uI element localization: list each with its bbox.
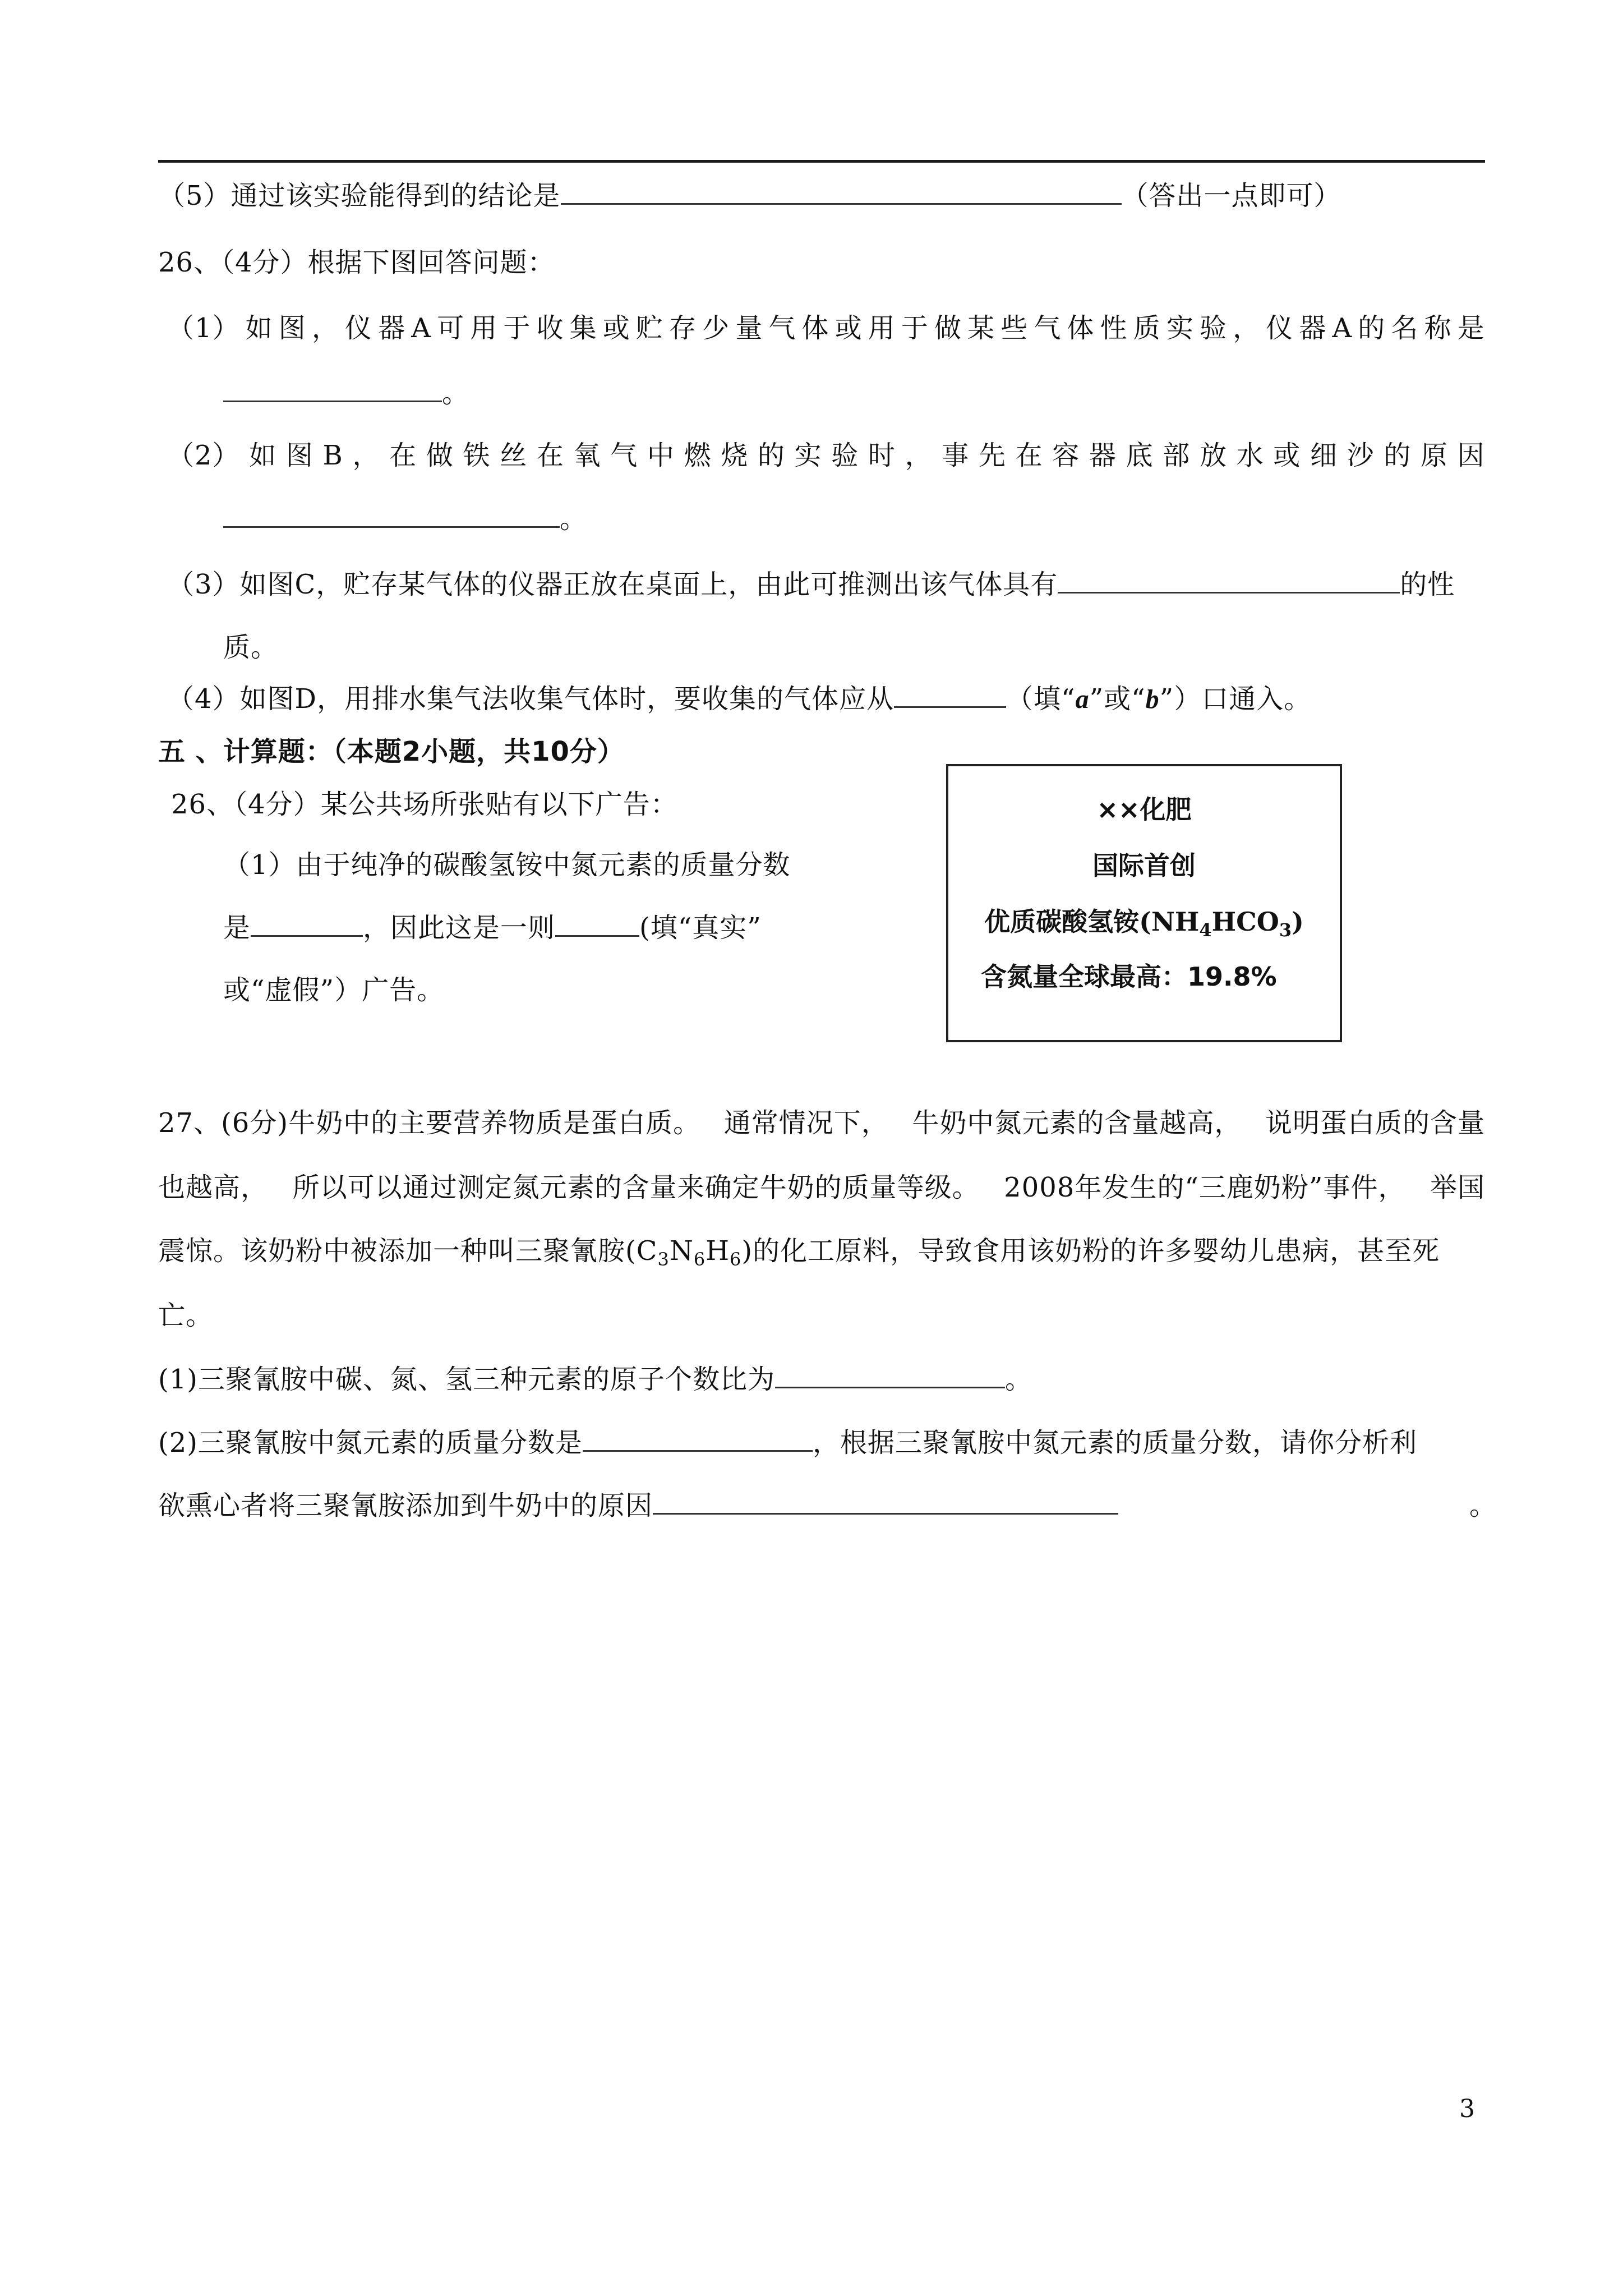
- text-token: 器: [1089, 440, 1117, 471]
- text-token: 验: [1199, 312, 1227, 344]
- text-token: 图: [278, 312, 306, 344]
- q27-part1: (1)三聚氰胺中碳、氮、氢三种元素的原子个数比为 。: [158, 1361, 1032, 1397]
- text-token: 实: [794, 440, 822, 471]
- ad-formula-line: 优质碳酸氢铵$(NH_4HCO_3)$: [984, 907, 1304, 941]
- text-token: 性: [1100, 312, 1128, 344]
- answer-blank[interactable]: [1058, 567, 1400, 593]
- answer-blank[interactable]: [775, 1362, 1005, 1388]
- q27-line3: 震惊。该奶粉中被添加一种叫三聚氰胺$(C_3N_6H_6)$的化工原料，导致食用该奶粉的许多婴幼儿患病，甚至死: [158, 1235, 1440, 1270]
- text-token: 举国: [1430, 1172, 1485, 1203]
- text-token: A: [1332, 312, 1353, 344]
- q26-part1-line2: 。: [223, 375, 469, 411]
- text-token: 时: [868, 440, 896, 471]
- text-token: 于: [503, 312, 531, 344]
- text-token: 贮: [635, 312, 663, 344]
- text-token: 因: [1457, 440, 1485, 471]
- text-token: 氧: [573, 440, 601, 471]
- text-token: 存: [668, 312, 697, 344]
- q27-part2-end: 。: [1469, 1490, 1497, 1521]
- text-token: 体: [1067, 312, 1095, 344]
- text-token: （2）: [167, 440, 240, 471]
- calc26-line3: 或“虚假”）广告。: [223, 974, 445, 1006]
- text-token: 在: [536, 440, 564, 471]
- text-token: ，: [905, 440, 933, 471]
- text-token: 通常情况下，: [723, 1107, 889, 1139]
- text-token: 气: [1034, 312, 1062, 344]
- text-token: 部: [1163, 440, 1191, 471]
- text-token: 器: [378, 312, 406, 344]
- text-token: 所以可以通过测定氮元素的含量来确定牛奶的质量等级。: [292, 1172, 980, 1203]
- q27-line4: 亡。: [158, 1300, 214, 1331]
- text-token: 如: [245, 312, 273, 344]
- text-token: 少: [702, 312, 730, 344]
- ad-line: 国际首创: [1092, 850, 1196, 881]
- header-rule: [158, 160, 1485, 163]
- q26-part2-line1: [167, 438, 1485, 473]
- text-token: 说明蛋白质的含量: [1265, 1107, 1485, 1139]
- q27-part2-line1: (2)三聚氰胺中氮元素的质量分数是 ，根据三聚氰胺中氮元素的质量分数，请你分析利: [158, 1425, 1417, 1461]
- text-token: 沙: [1347, 440, 1375, 471]
- text-token: 先: [978, 440, 1006, 471]
- answer-blank[interactable]: [561, 178, 1122, 205]
- text-token: 仪: [345, 312, 373, 344]
- text-token: （1）: [167, 312, 240, 344]
- text-token: 可: [437, 312, 465, 344]
- text-token: 水: [1236, 440, 1264, 471]
- text-token: B: [322, 440, 343, 471]
- q26-part3-line2: 质。: [223, 632, 279, 663]
- text-token: 2008年发生的“三鹿奶粉”事件，: [1004, 1172, 1406, 1203]
- text-token: ，: [352, 440, 380, 471]
- q26-title: 26、（4分）根据下图回答问题：: [158, 247, 555, 278]
- text-token: 体: [801, 312, 829, 344]
- text-token: 或: [1273, 440, 1301, 471]
- q26-part4: （4）如图D，用排水集气法收集气体时，要收集的气体应从 （填“a”或“b”）口通入。: [167, 681, 1311, 717]
- q26-part2-line2: 。: [223, 501, 587, 537]
- answer-blank[interactable]: [223, 376, 442, 402]
- q27-line1: [158, 1105, 1485, 1141]
- text-token: 称: [1424, 312, 1452, 344]
- advertisement-box: [946, 764, 1342, 1042]
- text-token: A: [411, 312, 431, 344]
- text-token: 事: [942, 440, 970, 471]
- text-token: 或: [834, 312, 863, 344]
- text-token: 用: [470, 312, 498, 344]
- text-token: 某: [967, 312, 995, 344]
- text-token: 的: [1358, 312, 1386, 344]
- text-token: 实: [1166, 312, 1194, 344]
- text-token: 中: [647, 440, 675, 471]
- text-token: 在: [1015, 440, 1043, 471]
- text-token: 烧: [721, 440, 749, 471]
- text-token: 图: [285, 440, 313, 471]
- ad-line: 含氮量全球最高：19.8%: [981, 961, 1277, 992]
- page-number: 3: [1459, 2095, 1475, 2123]
- text-token: 的: [757, 440, 785, 471]
- text-token: 做: [934, 312, 962, 344]
- text-token: 底: [1126, 440, 1154, 471]
- text-token: 容: [1052, 440, 1080, 471]
- text-token: 的: [1384, 440, 1412, 471]
- text-token: 燃: [684, 440, 712, 471]
- text-token: 也越高，: [158, 1172, 269, 1203]
- q26-part3-line1: （3）如图C，贮存某气体的仪器正放在桌面上，由此可推测出该气体具有 的性: [167, 567, 1455, 602]
- text-token: 些: [1000, 312, 1029, 344]
- text-token: ，: [1233, 312, 1261, 344]
- answer-blank[interactable]: [555, 910, 639, 937]
- text-token: 做: [426, 440, 454, 471]
- text-token: 牛奶中氮元素的含量越高，: [912, 1107, 1242, 1139]
- text-token: 如: [249, 440, 277, 471]
- text-token: 用: [868, 312, 896, 344]
- text-token: 器: [1299, 312, 1327, 344]
- answer-blank[interactable]: [223, 501, 560, 528]
- text-token: 集: [569, 312, 597, 344]
- text-token: 仪: [1266, 312, 1294, 344]
- text-token: 原: [1420, 440, 1448, 471]
- calc26-line2: 是 ，因此这是一则 (填“真实”: [223, 910, 762, 946]
- text-token: ，: [311, 312, 339, 344]
- text-token: 铁: [463, 440, 491, 471]
- answer-blank[interactable]: [583, 1425, 813, 1452]
- text-token: 于: [901, 312, 929, 344]
- q27-part2-line2: 欲熏心者将三聚氰胺添加到牛奶中的原因: [158, 1488, 1118, 1524]
- text-token: 气: [768, 312, 796, 344]
- q25-part5: （5）通过该实验能得到的结论是 （答出一点即可）: [158, 178, 1341, 214]
- answer-blank[interactable]: [251, 910, 363, 937]
- text-token: 验: [831, 440, 859, 471]
- text-token: 名: [1391, 312, 1419, 344]
- text-token: 或: [602, 312, 630, 344]
- text-token: 27、(6分)牛奶中的主要营养物质是蛋白质。: [158, 1107, 701, 1139]
- q27-line2: [158, 1170, 1485, 1205]
- calc26-title: 26、（4分）某公共场所张贴有以下广告：: [171, 789, 678, 820]
- text-token: 气: [610, 440, 638, 471]
- text-token: 细: [1310, 440, 1338, 471]
- text-token: 量: [735, 312, 763, 344]
- text-token: 收: [536, 312, 564, 344]
- section-title: 五 、计算题：（本题2小题，共10分）: [158, 736, 625, 767]
- answer-blank[interactable]: [894, 682, 1006, 708]
- q26-part1-line1: [167, 310, 1485, 346]
- answer-blank[interactable]: [653, 1488, 1118, 1515]
- text-token: 丝: [500, 440, 528, 471]
- text-token: 是: [1457, 312, 1485, 344]
- ad-line: ××化肥: [1096, 794, 1192, 825]
- text-token: 在: [389, 440, 417, 471]
- text-token: 放: [1199, 440, 1227, 471]
- text-token: 质: [1133, 312, 1161, 344]
- calc26-line1: （1）由于纯净的碳酸氢铵中氮元素的质量分数: [223, 849, 791, 881]
